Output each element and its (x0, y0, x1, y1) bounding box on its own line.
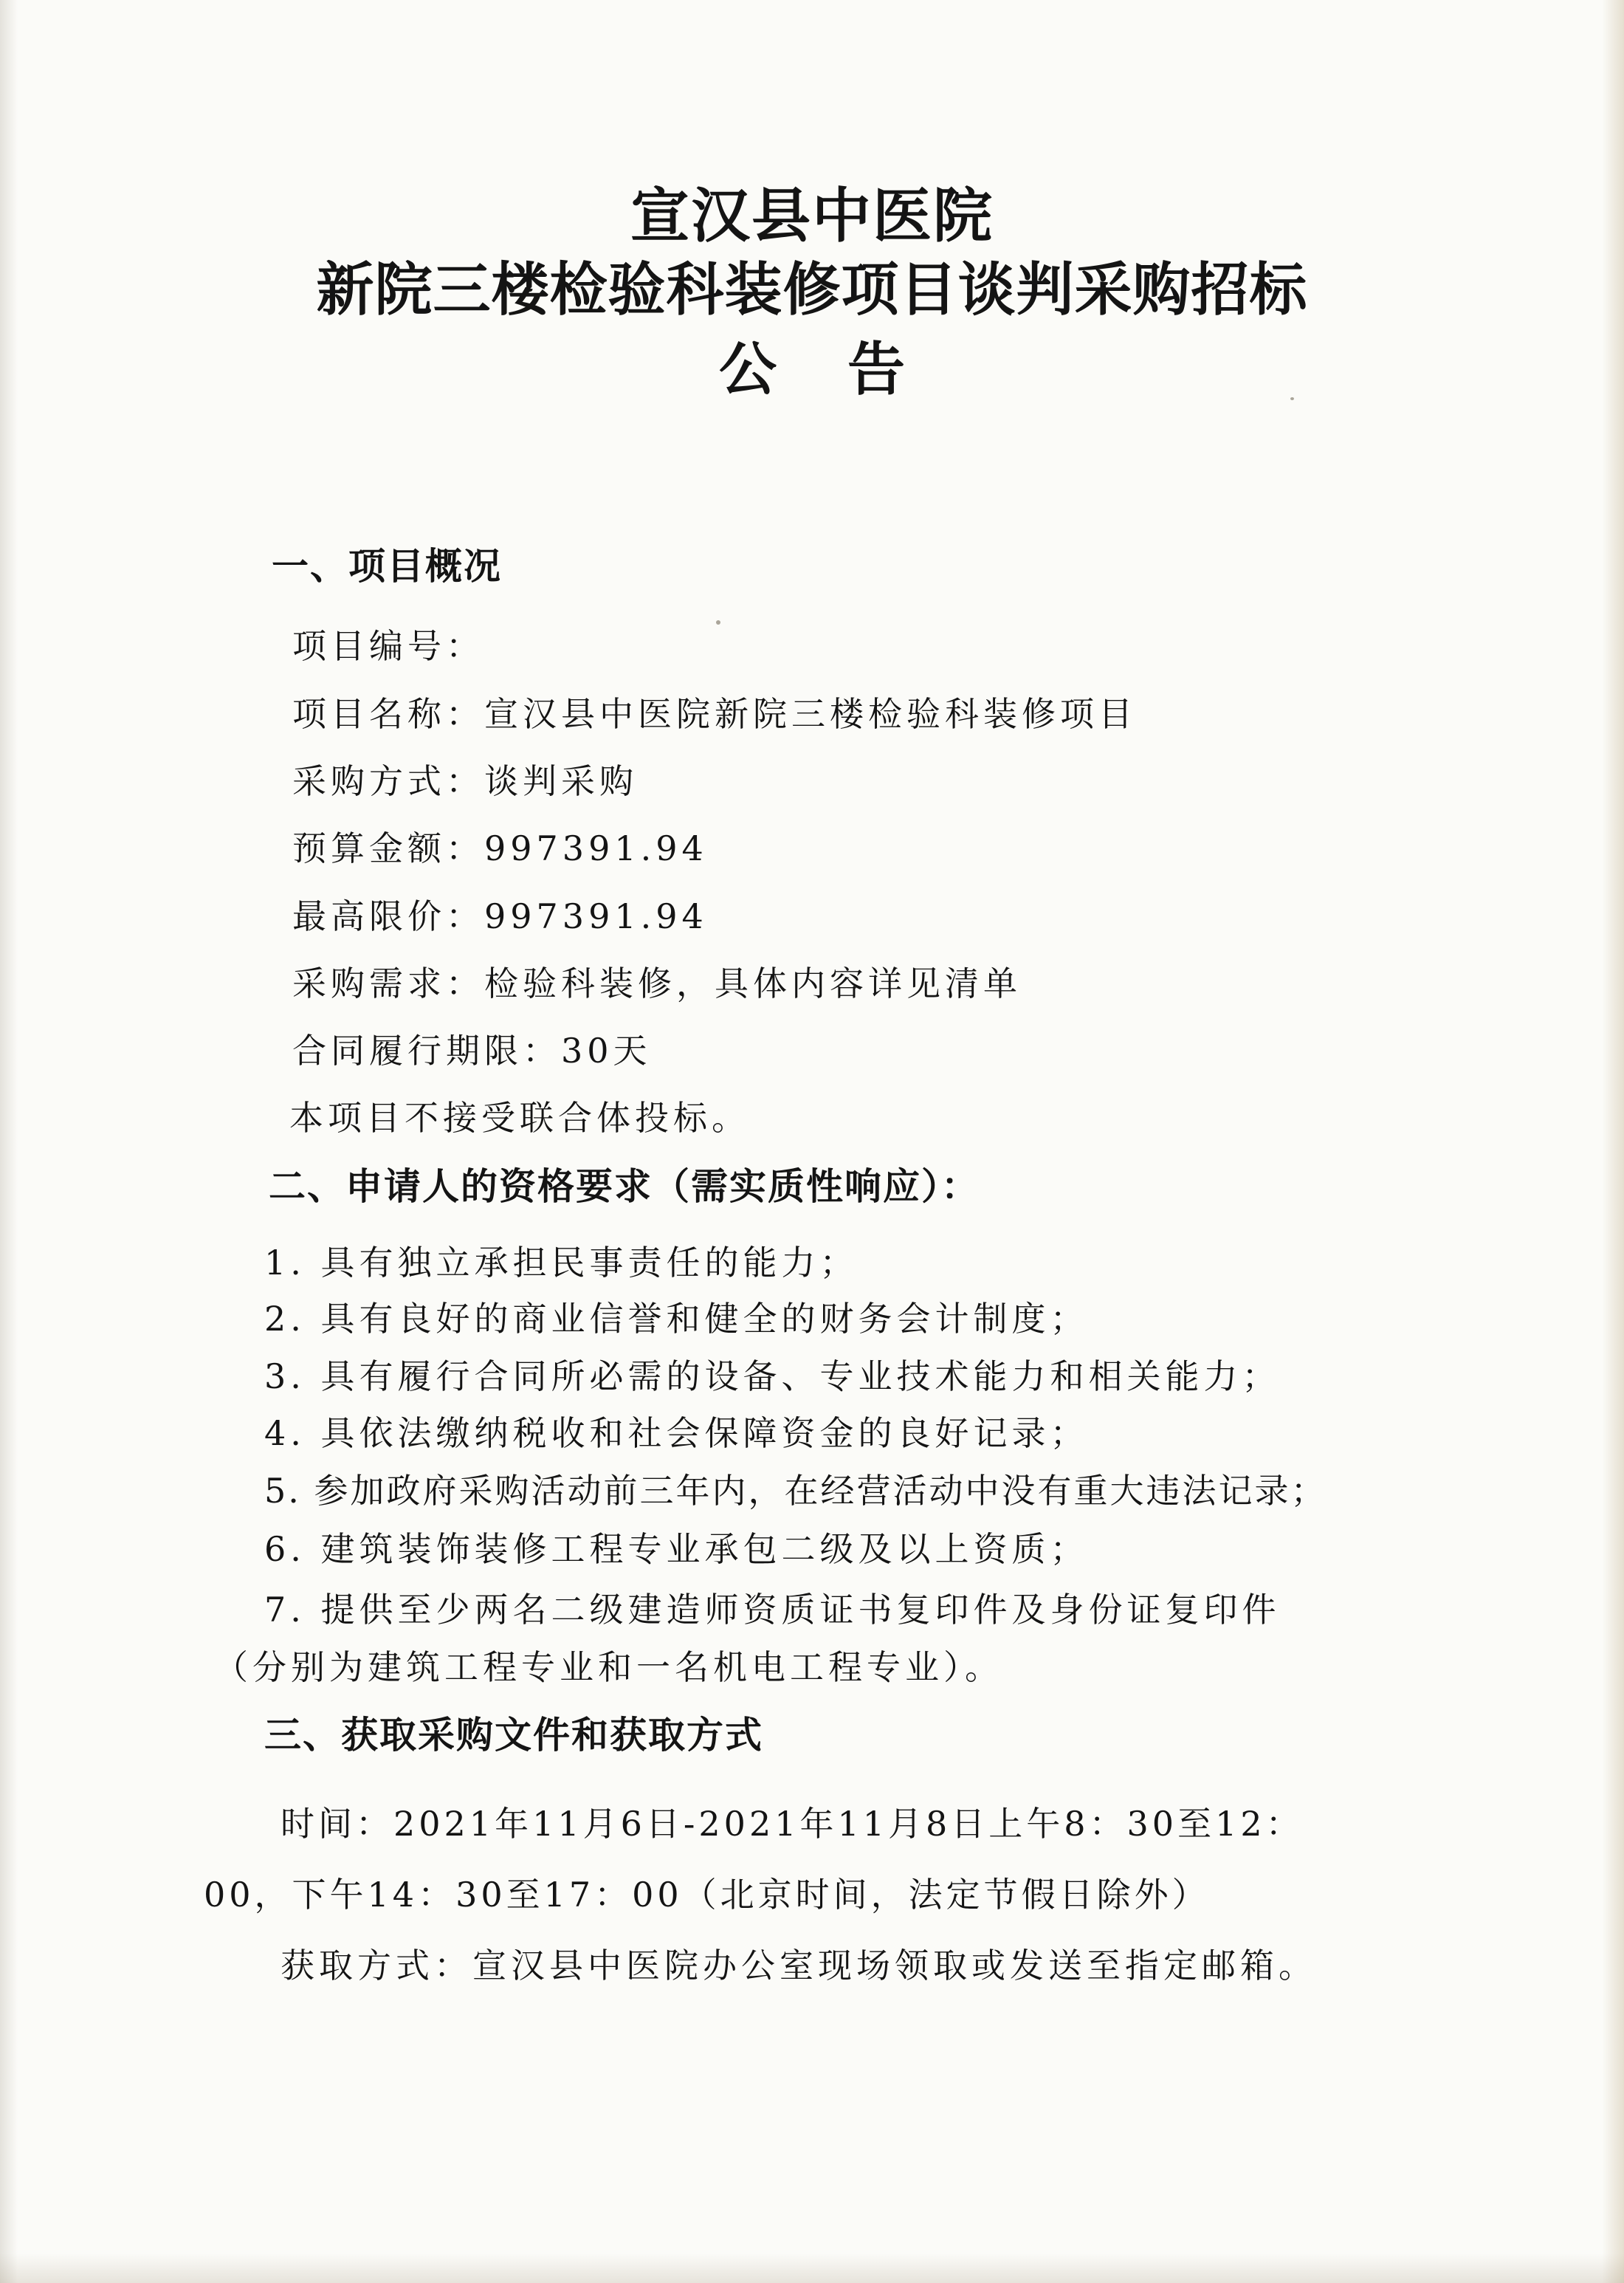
qualification-item: 4. 具依法缴纳税收和社会保障资金的良好记录； (264, 1413, 1089, 1453)
title-hospital: 宣汉县中医院 (630, 181, 994, 250)
max-price: 最高限价：997391.94 (292, 896, 708, 936)
title-project: 新院三楼检验科装修项目谈判采购招标 (316, 256, 1308, 323)
project-number: 项目编号： (292, 626, 484, 666)
qualification-item: 2. 具有良好的商业信誉和健全的财务会计制度； (264, 1299, 1089, 1339)
paper-speck (716, 620, 720, 625)
acquisition-time: 时间：2021年11月6日-2021年11月8日上午8：30至12： (281, 1804, 1304, 1844)
purchase-method: 采购方式：谈判采购 (292, 761, 638, 801)
qualification-item: 6. 建筑装饰装修工程专业承包二级及以上资质； (264, 1529, 1089, 1569)
acquisition-method: 获取方式：宣汉县中医院办公室现场领取或发送至指定邮箱。 (281, 1946, 1317, 1985)
qualification-item: 3. 具有履行合同所必需的设备、专业技术能力和相关能力； (264, 1356, 1281, 1396)
qualification-item: 7. 提供至少两名二级建造师资质证书复印件及身份证复印件 (264, 1590, 1281, 1630)
acquisition-time-continued: 00，下午14：30至17：00（北京时间，法定节假日除外） (204, 1875, 1210, 1915)
section2-heading: 二、申请人的资格要求（需实质性响应）： (269, 1165, 980, 1208)
purchase-requirement: 采购需求：检验科装修，具体内容详见清单 (292, 964, 1022, 1003)
budget-amount: 预算金额：997391.94 (292, 828, 708, 868)
qualification-item: 1. 具有独立承担民事责任的能力； (264, 1243, 859, 1283)
scan-edge-bottom (0, 2253, 1624, 2283)
section3-heading: 三、获取采购文件和获取方式 (264, 1714, 763, 1757)
section1-heading: 一、项目概况 (272, 545, 502, 588)
title-announcement: 公告 (718, 336, 976, 403)
qualification-item: 5. 参加政府采购活动前三年内，在经营活动中没有重大违法记录； (264, 1471, 1327, 1511)
qualification-item-continued: （分别为建筑工程专业和一名机电工程专业）。 (214, 1647, 1003, 1687)
contract-period: 合同履行期限：30天 (292, 1031, 652, 1071)
no-consortium-note: 本项目不接受联合体投标。 (289, 1098, 750, 1138)
project-name: 项目名称：宣汉县中医院新院三楼检验科装修项目 (292, 694, 1137, 734)
